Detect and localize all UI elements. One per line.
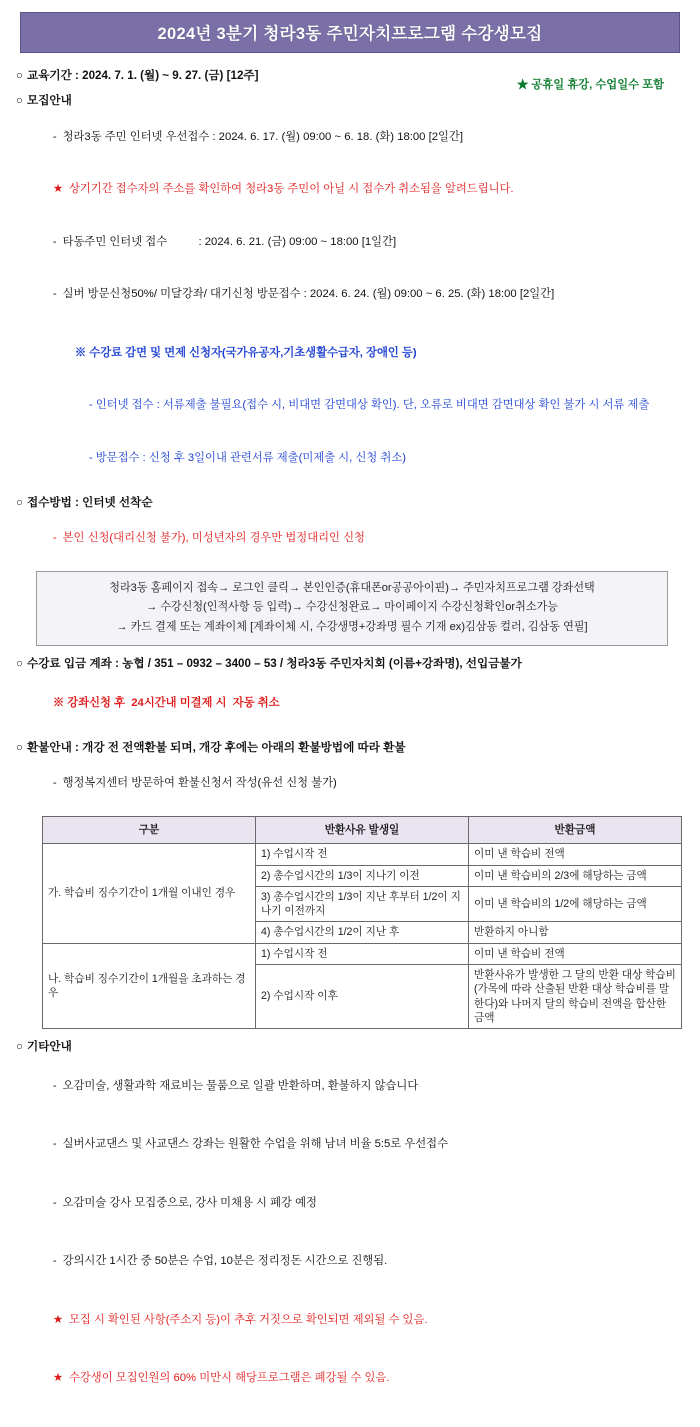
section-refund	[14, 739, 686, 1029]
application-process-box	[36, 571, 668, 646]
recruit-item-text: 상기기간 접수자의 주소를 확인하여 청라3동 주민이 아닐 시 접수가 취소됨을 알려드립니다.	[68, 183, 514, 195]
table-header-row	[43, 817, 682, 844]
table-cell-reason: 2) 수업시작 이후	[256, 965, 469, 1029]
table-cell-reason: 1) 수업시작 전	[256, 943, 469, 964]
recruit-item-text: 실버 방문신청50%/ 미달강좌/ 대기신청 방문접수 : 2024. 6. 24. (월) 09:00 ~ 6. 25. (화) 18:00 [2일간]	[62, 288, 555, 300]
dash-icon: -	[52, 1079, 57, 1092]
etc-item-warning	[34, 1353, 686, 1406]
dash-icon: -	[52, 1138, 57, 1151]
etc-item	[34, 1119, 686, 1172]
table-cell-amount: 이미 낸 학습비의 1/2에 해당하는 금액	[469, 886, 682, 922]
method-note-text: 본인 신청(대리신청 불가), 미성년자의 경우만 법정대리인 신청	[62, 532, 365, 544]
discount-sub-text: 방문접수 : 신청 후 3일이내 관련서류 제출(미제출 시, 신청 취소)	[95, 451, 406, 464]
refund-sub	[34, 758, 686, 811]
reference-mark-icon: ※	[74, 346, 87, 359]
page-title: 2024년 3분기 청라3동 주민자치프로그램 수강생모집	[157, 25, 543, 43]
discount-sub-text: 인터넷 접수 : 서류제출 불필요(접수 시, 비대면 감면대상 확인). 단, 오류로 비대면 감면대상 확인 불가 시 서류 제출	[95, 399, 650, 411]
table-header-amount: 반환금액	[469, 817, 682, 844]
etc-heading	[16, 1038, 686, 1054]
etc-heading-text: 기타안내	[27, 1040, 72, 1054]
table-row	[43, 844, 682, 865]
dash-icon: -	[52, 1196, 57, 1209]
etc-item	[34, 1177, 686, 1230]
discount-sub-item	[70, 432, 686, 485]
recruit-item	[34, 111, 686, 164]
star-icon: ★	[52, 183, 63, 195]
section-period	[14, 67, 686, 91]
payment-heading	[16, 655, 686, 671]
method-note	[34, 513, 686, 566]
period-heading-text: 교육기간 : 2024. 7. 1. (월) ~ 9. 27. (금) [12주]	[27, 69, 259, 82]
refund-heading	[16, 739, 686, 755]
page-title-banner	[20, 12, 680, 53]
etc-item	[34, 1236, 686, 1289]
bullet-circle-icon: ○	[16, 657, 24, 671]
discount-heading-text: 수강료 감면 및 면제 신청자(국가유공자,기초생활수급자, 장애인 등)	[89, 346, 417, 359]
dash-icon: -	[88, 399, 93, 411]
discount-sub-item	[70, 380, 686, 433]
table-header-reason: 반환사유 발생일	[256, 817, 469, 844]
bullet-circle-icon: ○	[16, 94, 24, 107]
section-payment	[14, 655, 686, 730]
table-header-category: 구분	[43, 817, 256, 844]
dash-icon: -	[88, 451, 93, 464]
etc-item-text: 실버사교댄스 및 사교댄스 강좌는 원활한 수업을 위해 남녀 비율 5:5로 우선접수	[62, 1138, 448, 1151]
section-recruit	[14, 92, 686, 485]
table-row	[43, 943, 682, 964]
holiday-note: ★ 공휴일 휴강, 수업일수 포함	[516, 79, 664, 91]
process-step-line: → 수강신청(인적사항 등 입력)→ 수강신청완료→ 마이페이지 수강신청확인or취소가능	[146, 601, 558, 614]
section-method	[14, 494, 686, 647]
star-icon: ★	[52, 1313, 63, 1326]
dash-icon: -	[52, 532, 57, 544]
section-etc	[14, 1038, 686, 1405]
recruit-item	[34, 269, 686, 322]
discount-heading	[56, 327, 686, 380]
payment-warning	[34, 677, 686, 730]
table-cell-reason: 2) 총수업시간의 1/3이 지나기 이전	[256, 865, 469, 886]
process-step-line: 청라3동 홈페이지 접속→ 로그인 클릭→ 본인인증(휴대폰or공공아이핀)→ 주민자치프로그램 강좌선택	[109, 582, 595, 594]
recruit-heading	[16, 92, 686, 108]
table-cell-category: 가. 학습비 징수기간이 1개월 이내인 경우	[43, 844, 256, 943]
dash-icon: -	[52, 288, 57, 300]
recruit-item-warning	[34, 164, 686, 217]
star-icon: ★	[52, 1372, 63, 1385]
refund-sub-text: 행정복지센터 방문하여 환불신청서 작성(유선 신청 불가)	[62, 777, 337, 790]
method-heading-text: 접수방법 : 인터넷 선착순	[27, 495, 153, 509]
reference-mark-icon: ※	[52, 696, 65, 709]
dash-icon: -	[52, 777, 57, 790]
dash-icon: -	[52, 235, 57, 248]
table-cell-reason: 1) 수업시작 전	[256, 844, 469, 865]
recruit-item	[34, 216, 686, 269]
refund-table	[42, 816, 682, 1029]
bullet-circle-icon: ○	[16, 1040, 24, 1054]
payment-heading-text: 수강료 입금 계좌 : 농협 / 351 – 0932 – 3400 – 53 / 청라3동 주민자치회 (이름+강좌명), 선입금불가	[27, 657, 522, 671]
table-cell-amount: 반환사유가 발생한 그 달의 반환 대상 학습비(가목에 따라 산출된 반환 대상 학습비를 말한다)와 나머지 달의 학습비 전액을 합산한 금액	[469, 965, 682, 1029]
etc-item-warning	[34, 1294, 686, 1347]
bullet-circle-icon: ○	[16, 740, 24, 754]
etc-item-text: 수강생이 모집인원의 60% 미만시 해당프로그램은 폐강될 수 있음.	[68, 1372, 390, 1385]
table-cell-amount: 이미 낸 학습비의 2/3에 해당하는 금액	[469, 865, 682, 886]
recruit-item-text: 청라3동 주민 인터넷 우선접수 : 2024. 6. 17. (월) 09:00 ~ 6. 18. (화) 18:00 [2일간]	[62, 130, 463, 143]
recruit-heading-text: 모집안내	[27, 94, 72, 107]
table-cell-category: 나. 학습비 징수기간이 1개월을 초과하는 경우	[43, 943, 256, 1028]
bullet-circle-icon: ○	[16, 69, 24, 82]
refund-heading-text: 환불안내 : 개강 전 전액환불 되며, 개강 후에는 아래의 환불방법에 따라 환불	[27, 740, 406, 754]
etc-item-text: 오감미술 강사 모집중으로, 강사 미채용 시 폐강 예정	[62, 1196, 317, 1209]
dash-icon: -	[52, 130, 57, 143]
table-cell-reason: 3) 총수업시간의 1/3이 지난 후부터 1/2이 지나기 이전까지	[256, 886, 469, 922]
etc-item-text: 강의시간 1시간 중 50분은 수업, 10분은 정리정돈 시간으로 진행됨.	[62, 1255, 388, 1268]
recruit-item-text: 타동주민 인터넷 접수 : 2024. 6. 21. (금) 09:00 ~ 18:00 [1일간]	[62, 235, 397, 248]
method-heading	[16, 494, 686, 510]
table-cell-reason: 4) 총수업시간의 1/2이 지난 후	[256, 922, 469, 943]
table-cell-amount: 반환하지 아니함	[469, 922, 682, 943]
table-cell-amount: 이미 낸 학습비 전액	[469, 943, 682, 964]
etc-item-text: 오감미술, 생활과학 재료비는 물품으로 일괄 반환하며, 환불하지 않습니다	[62, 1079, 419, 1092]
payment-warning-text: 강좌신청 후 24시간내 미결제 시 자동 취소	[67, 696, 280, 709]
table-cell-amount: 이미 낸 학습비 전액	[469, 844, 682, 865]
process-step-line: → 카드 결제 또는 계좌이체 [계좌이체 시, 수강생명+강좌명 필수 기재 ex)김삼동 컬러, 김삼동 연필]	[116, 620, 588, 633]
bullet-circle-icon: ○	[16, 495, 24, 509]
dash-icon: -	[52, 1255, 57, 1268]
etc-item-text: 모집 시 확인된 사항(주소지 등)이 추후 거짓으로 확인되면 제외될 수 있음.	[68, 1313, 428, 1326]
etc-item	[34, 1060, 686, 1113]
